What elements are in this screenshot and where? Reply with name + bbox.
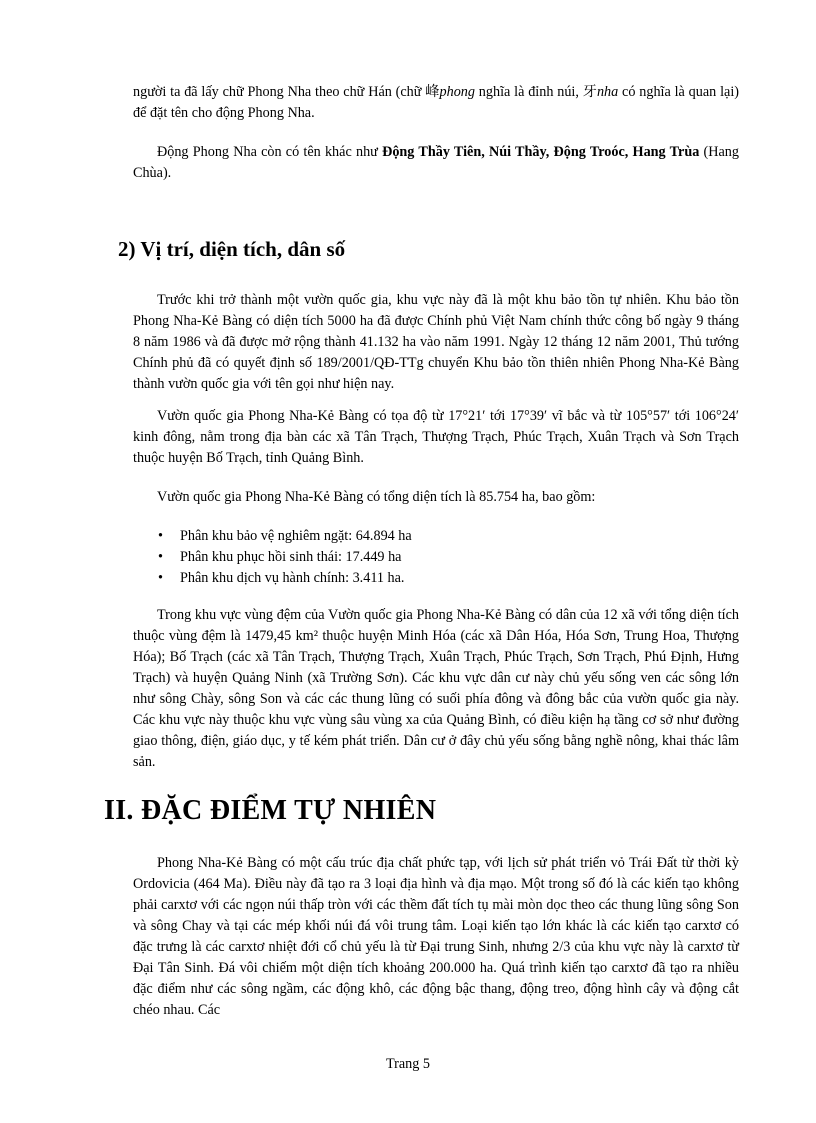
list-item: • Phân khu phục hồi sinh thái: 17.449 ha: [158, 547, 412, 568]
italic-nha: nha: [596, 84, 619, 100]
natural-features-paragraph: Phong Nha-Kẻ Bàng có một cấu trúc địa chất phức tạp, với lịch sử phát triển vỏ Trái Đất từ thời kỳ Ordovicia (464 Ma). Điều này đã tạo ra 3 loại địa hình và địa mạo. Một trong số đó là các kiến tạo không phải carxtơ với các ngọn núi thấp tròn với các thềm đất tích tụ mài mòn dọc theo các thung lũng sông Son và sông Chay và tại các mép khối núi đá vôi trung tâm. Loại kiến tạo lớn khác là các kiến tạo carxtơ có đặc trưng là các carxtơ nhiệt đới cổ chủ yếu là từ Đại trung Sinh, nhưng 2/3 của khu vực này là carxtơ từ Đại Tân Sinh. Đá vôi chiếm một diện tích khoảng 200.000 ha. Quá trình kiến tạo carxtơ đã tạo ra nhiều đặc điểm như các sông ngầm, các động khô, các động bậc thang, động treo, động hình cây và động cắt chéo nhau. Các: [133, 855, 739, 1018]
text-run: có nghĩa là quan lại) để đặt tên cho động Phong Nha.: [133, 84, 739, 121]
location-paragraph-2: Vườn quốc gia Phong Nha-Kẻ Bàng có tọa độ từ 17°21′ tới 17°39′ vĩ bắc và từ 105°57′ tới 106°24′ kinh đông, nằm trong địa bàn các xã Tân Trạch, Thượng Trạch, Phúc Trạch, Xuân Trạch và Sơn Trạch thuộc huyện Bố Trạch, tỉnh Quảng Bình.: [133, 408, 739, 466]
text-run: người ta đã lấy chữ Phong Nha theo chữ Hán (chữ: [133, 84, 426, 100]
han-character-phong: 峰: [425, 84, 440, 100]
italic-phong: phong: [439, 84, 475, 100]
text-run: Động Phong Nha còn có tên khác như: [157, 144, 383, 160]
population-paragraph: Trong khu vực vùng đệm của Vườn quốc gia Phong Nha-Kẻ Bàng có dân của 12 xã với tổng diện tích thuộc vùng đệm là 1479,45 km² thuộc huyện Minh Hóa (các xã Dân Hóa, Hóa Sơn, Trung Hoa, Thượng Hóa); Bố Trạch (các xã Tân Trạch, Thượng Trạch, Xuân Trạch, Phúc Trạch, Sơn Trạch, Phú Định, Hưng Trạch) và huyện Quảng Ninh (xã Trường Sơn). Các khu vực dân cư này chủ yếu sống ven các sông lớn như sông Chày, sông Son và các các thung lũng có suối phía đông và đông bắc của vườn quốc gia này. Các khu vực này thuộc khu vực vùng sâu vùng xa của Quảng Bình, có điều kiện hạ tầng cơ sở như đường giao thông, điện, giáo dục, y tế kém phát triển. Dân cư ở đây chủ yếu sống bằng nghề nông, khai thác lâm sản.: [133, 607, 739, 770]
list-item: • Phân khu bảo vệ nghiêm ngặt: 64.894 ha: [158, 526, 412, 547]
page-number: Trang 5: [385, 1056, 431, 1072]
area-list: [158, 526, 412, 589]
location-paragraph-3: Vườn quốc gia Phong Nha-Kẻ Bàng có tổng diện tích là 85.754 ha, bao gồm:: [157, 489, 596, 505]
text-run: (Hang Chùa).: [133, 144, 739, 181]
text-run: nghĩa là đỉnh núi,: [474, 84, 583, 100]
intro-paragraph-2: [133, 142, 739, 184]
section-heading-natural-features: II. ĐẶC ĐIỂM TỰ NHIÊN: [104, 795, 437, 826]
intro-paragraph-1: [133, 82, 739, 124]
list-item: • Phân khu dịch vụ hành chính: 3.411 ha.: [158, 568, 412, 589]
alternate-names: Động Thầy Tiên, Núi Thầy, Động Troóc, Hang Trùa: [382, 144, 700, 160]
location-paragraph-1: Trước khi trở thành một vườn quốc gia, khu vực này đã là một khu bảo tồn tự nhiên. Khu bảo tồn Phong Nha-Kẻ Bàng có diện tích 5000 ha đã được Chính phủ Việt Nam chính thức công bố ngày 9 tháng 8 năm 1986 và đã được mở rộng thành 41.132 ha vào năm 1991. Ngày 12 tháng 12 năm 2001, Thủ tướng Chính phủ đã có quyết định số 189/2001/QĐ-TTg chuyển Khu bảo tồn thiên nhiên Phong Nha-Kẻ Bàng thành vườn quốc gia với tên gọi như hiện nay.: [133, 292, 739, 392]
han-character-nha: 牙: [582, 84, 597, 100]
section-heading-location: 2) Vị trí, diện tích, dân số: [118, 237, 346, 261]
